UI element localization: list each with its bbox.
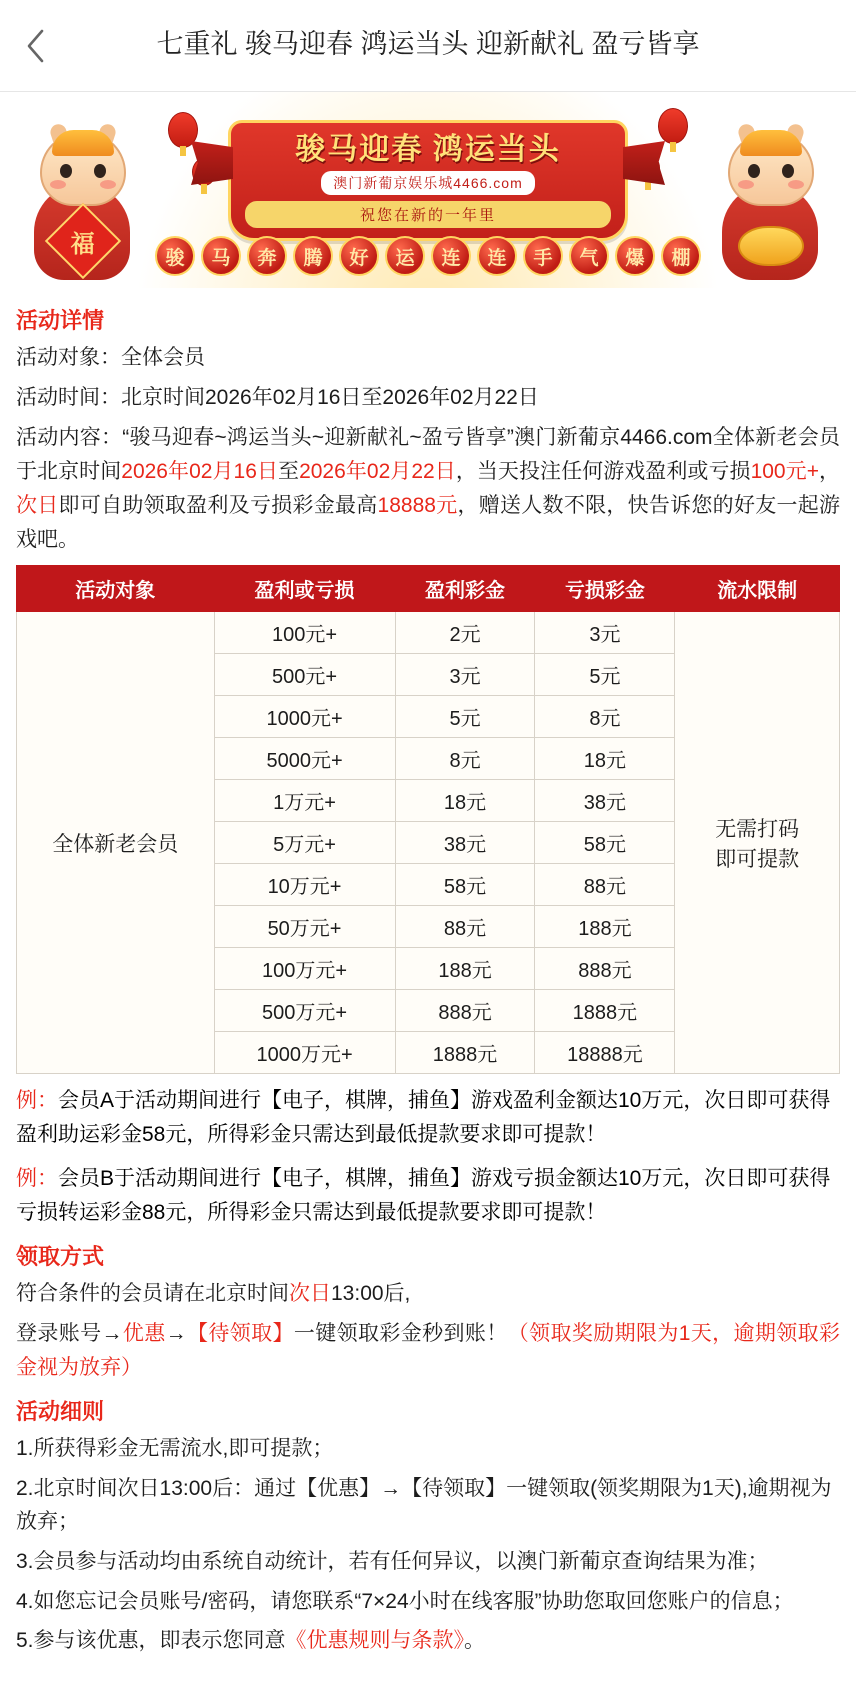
bead-char: 棚 [661,236,701,276]
claim-line1-pre: 符合条件的会员请在北京时间 [16,1282,289,1306]
bead-char: 连 [477,236,517,276]
detail-content-part1: “骏马迎春~鸿运当头~迎新献礼~盈亏皆享”澳门新葡京4466.com全体新老会员于北京时间 [16,426,841,484]
fu-char: 福 [71,230,95,258]
detail-content-mid2: ，当天投注任何游戏盈利或亏损 [455,460,751,484]
table-tier-cell: 500元+ [214,654,395,696]
claim-line2-mid: → [165,1322,187,1346]
table-header-cell: 活动对象 [17,566,215,612]
table-tier-cell: 100万元+ [214,948,395,990]
detail-target-row [16,341,840,375]
table-profit-cell: 18元 [395,780,535,822]
promo-banner [0,92,856,288]
table-loss-cell: 38元 [535,780,675,822]
table-loss-cell: 88元 [535,864,675,906]
table-header-cell: 盈利彩金 [395,566,535,612]
promo-table [16,565,840,1074]
table-tier-cell: 1000万元+ [214,1032,395,1074]
table-profit-cell: 188元 [395,948,535,990]
table-profit-cell: 888元 [395,990,535,1032]
detail-content-mid3: ， [818,460,841,484]
detail-next-day: 次日 [16,494,59,518]
table-tier-cell: 1000元+ [214,696,395,738]
banner-blessing: 祝您在新的一年里 [245,201,611,228]
table-profit-cell: 2元 [395,612,535,654]
table-profit-cell: 8元 [395,738,535,780]
claim-section-title: 领取方式 [16,1244,105,1270]
detail-content-mid4: 即可自助领取盈利及亏损彩金最高 [58,494,378,518]
table-loss-cell: 888元 [535,948,675,990]
example-text: 会员B于活动期间进行【电子，棋牌，捕鱼】游戏亏损金额达10万元，次日即可获得亏损转运彩金88元，所得彩金只需达到最低提款要求即可提款！ [16,1167,831,1225]
detail-content-end: ，赠送人数不限，快告诉您的好友一起游戏吧。 [16,494,841,552]
lantern-icon [658,108,688,144]
table-loss-cell: 58元 [535,822,675,864]
example-b [16,1162,840,1230]
table-loss-cell: 5元 [535,654,675,696]
page-title: 七重礼 骏马迎春 鸿运当头 迎新献礼 盈亏皆享 [156,28,700,59]
table-profit-cell: 88元 [395,906,535,948]
back-button[interactable] [14,24,58,68]
table-loss-cell: 3元 [535,612,675,654]
example-a [16,1084,840,1152]
table-tier-cell: 1万元+ [214,780,395,822]
table-loss-cell: 18888元 [535,1032,675,1074]
table-header-cell: 流水限制 [675,566,840,612]
detail-time-label: 活动时间： [16,386,121,410]
table-loss-cell: 18元 [535,738,675,780]
table-loss-cell: 1888元 [535,990,675,1032]
bead-char: 骏 [155,236,195,276]
claim-line-2 [16,1317,840,1385]
example-label: 例： [16,1167,58,1191]
bead-char: 连 [431,236,471,276]
bead-char: 奔 [247,236,287,276]
detail-start-date: 2026年02月16日 [121,460,279,484]
detail-target-label: 活动对象： [16,346,121,369]
banner-ribbon-title: 骏马迎春 鸿运当头 [295,133,561,166]
table-tier-cell: 500万元+ [214,990,395,1032]
rule-last-pre: 5.参与该优惠，即表示您同意 [16,1629,286,1653]
banner-site-name: 澳门新葡京娱乐城4466.com [321,171,534,195]
claim-line2-pre: 登录账号→ [16,1322,123,1346]
table-loss-cell: 188元 [535,906,675,948]
rule-item: 1.所获得彩金无需流水,即可提款； [16,1437,334,1461]
rule-last-post: 。 [464,1629,486,1653]
table-profit-cell: 58元 [395,864,535,906]
detail-content-mid1: 至 [278,460,300,484]
rule-item: 2.北京时间次日13:00后：通过【优惠】→【待领取】一键领取(领奖期限为1天),逾期视为放弃； [16,1476,832,1534]
detail-min-amount: 100元+ [750,460,819,484]
claim-pending-link[interactable]: 【待领取】 [186,1322,294,1346]
detail-content-label: 活动内容： [16,426,123,450]
example-label: 例： [16,1089,58,1113]
chevron-left-icon [25,28,47,64]
rule-item: 4.如您忘记会员账号/密码，请您联系“7×24小时在线客服”协助您取回您账户的信息； [16,1589,794,1613]
promo-content [0,288,856,1688]
claim-line1-red: 次日 [289,1282,331,1306]
detail-time-row [16,381,840,415]
claim-note: （领取奖励期限为1天，逾期领取彩金视为放弃） [16,1322,841,1380]
banner-bead-row [155,236,701,276]
terms-link[interactable]: 《优惠规则与条款》 [285,1629,465,1653]
table-header-cell: 盈利或亏损 [214,566,395,612]
claim-promo-link[interactable]: 优惠 [122,1322,166,1346]
table-row [17,612,840,654]
table-profit-cell: 3元 [395,654,535,696]
banner-ribbon [228,120,628,241]
table-tier-cell: 10万元+ [214,864,395,906]
table-flow-line2: 即可提款 [715,847,800,871]
bead-char: 好 [339,236,379,276]
horse-mascot-right-icon [698,126,846,286]
rules-list [16,1432,840,1658]
table-member-cell: 全体新老会员 [17,612,215,1074]
gold-ingot-icon [738,226,804,266]
page-header [0,0,856,92]
rule-item [16,1624,840,1658]
rules-section-title: 活动细则 [16,1399,105,1425]
detail-time-value: 北京时间2026年02月16日至2026年02月22日 [121,386,539,410]
details-section-title: 活动详情 [16,308,105,333]
rule-item: 3.会员参与活动均由系统自动统计，若有任何异议，以澳门新葡京查询结果为准； [16,1549,769,1573]
detail-content-row [16,421,840,557]
table-profit-cell: 1888元 [395,1032,535,1074]
detail-max-amount: 18888元 [377,494,458,518]
table-profit-cell: 5元 [395,696,535,738]
detail-target-value: 全体会员 [121,346,205,369]
table-flow-cell [675,612,840,1074]
table-tier-cell: 5万元+ [214,822,395,864]
detail-end-date: 2026年02月22日 [299,460,456,484]
bead-char: 爆 [615,236,655,276]
claim-line1-post: 13:00后, [331,1282,411,1306]
table-tier-cell: 50万元+ [214,906,395,948]
table-tier-cell: 100元+ [214,612,395,654]
bead-char: 手 [523,236,563,276]
claim-line-1 [16,1277,840,1311]
bead-char: 腾 [293,236,333,276]
bead-char: 运 [385,236,425,276]
table-flow-line1: 无需打码 [715,817,800,841]
bead-char: 马 [201,236,241,276]
table-header-row [17,566,840,612]
claim-line2-post: 一键领取彩金秒到账！ [293,1322,508,1346]
bead-char: 气 [569,236,609,276]
table-loss-cell: 8元 [535,696,675,738]
horse-mascot-left-icon [10,126,158,286]
table-header-cell: 亏损彩金 [535,566,675,612]
table-tier-cell: 5000元+ [214,738,395,780]
example-text: 会员A于活动期间进行【电子，棋牌，捕鱼】游戏盈利金额达10万元，次日即可获得盈利助运彩金58元，所得彩金只需达到最低提款要求即可提款！ [16,1089,831,1147]
table-profit-cell: 38元 [395,822,535,864]
